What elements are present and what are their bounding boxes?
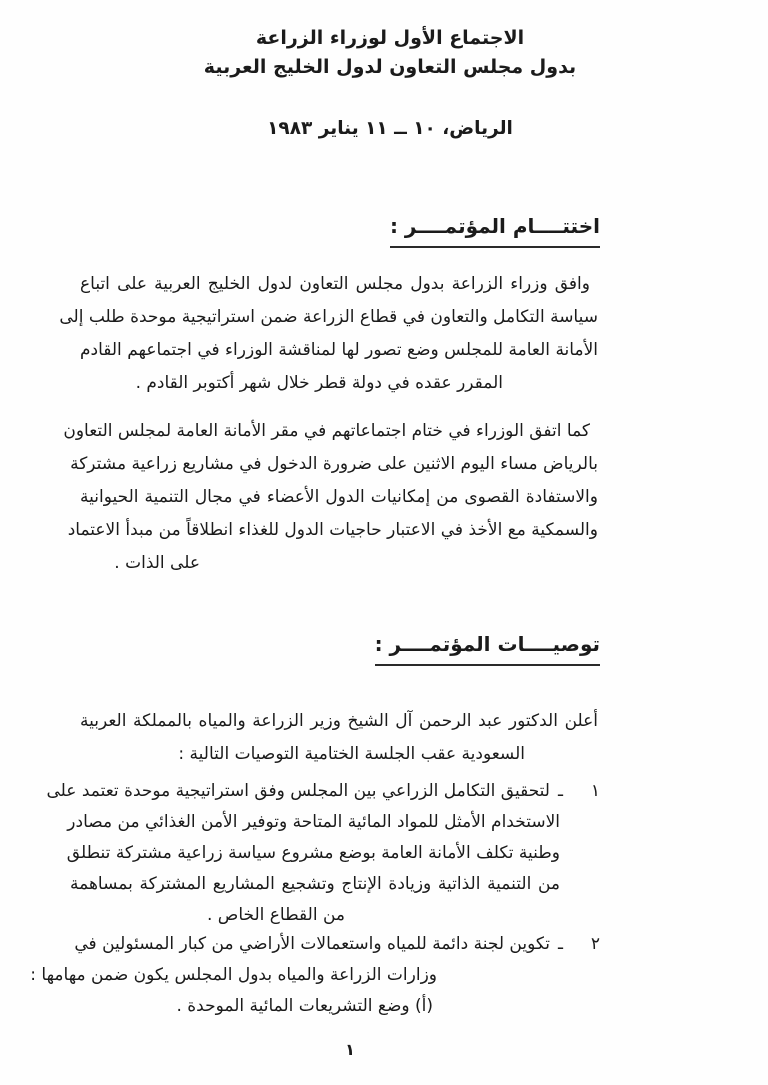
list-number-glyph: ٢ <box>590 934 600 954</box>
list-item-first-line <box>46 776 600 807</box>
text-line: من التنمية الذاتية وزيادة الإنتاج وتشجيع المشاريع المشتركة بمساهمة <box>70 874 560 894</box>
recommendation-item-2 <box>30 929 600 1022</box>
text-line: وزارات الزراعة والمياه بدول المجلس يكون ضمن مهامها : <box>30 965 437 985</box>
paragraph-recommendations-intro <box>80 705 598 771</box>
text-line: والاستفادة القصوى من إمكانيات الدول الأعضاء في مجال التنمية الحيوانية <box>80 487 598 507</box>
text-line: وطنية تكلف الأمانة العامة بوضع مشروع سياسة زراعية مشتركة تنطلق <box>66 843 560 863</box>
text-line: السعودية عقب الجلسة الختامية التوصيات التالية : <box>178 744 525 764</box>
page-number: ١ <box>345 1040 355 1059</box>
list-dash-glyph: ـ <box>558 781 563 801</box>
text-line: لتحقيق التكامل الزراعي بين المجلس وفق استراتيجية موحدة تعتمد على <box>46 781 550 801</box>
text-line: من القطاع الخاص . <box>206 905 345 925</box>
text-line: كما اتفق الوزراء في ختام اجتماعاتهم في مقر الأمانة العامة لمجلس التعاون <box>63 421 590 441</box>
section-heading-text: اختتــــام المؤتمــــر : <box>390 212 600 248</box>
list-dash-glyph: ـ <box>558 934 563 954</box>
list-item-number <box>550 776 600 807</box>
title-line-2: بدول مجلس التعاون لدول الخليج العربية <box>203 56 577 78</box>
text-line: (أ) وضع التشريعات المائية الموحدة . <box>176 996 433 1016</box>
recommendation-item-1 <box>46 776 600 931</box>
text-line: أعلن الدكتور عبد الرحمن آل الشيخ وزير الزراعة والمياه بالمملكة العربية <box>80 711 598 731</box>
text-line: الأمانة العامة للمجلس وضع تصور لها لمناقشة الوزراء في اجتماعهم القادم <box>80 340 598 360</box>
section-heading-text: توصيــــات المؤتمــــر : <box>375 630 600 666</box>
text-line: سياسة التكامل والتعاون في قطاع الزراعة ضمن استراتيجية موحدة طلب إلى <box>59 307 598 327</box>
paragraph-closing-2 <box>63 415 598 580</box>
text-line: تكوين لجنة دائمة للمياه واستعمالات الأراضي من كبار المسئولين في <box>74 934 550 954</box>
text-line: على الذات . <box>114 553 200 573</box>
list-item-first-line <box>70 929 600 960</box>
text-line: الاستخدام الأمثل للمواد المائية المتاحة وتوفير الأمن الغذائي من مصادر <box>67 812 560 832</box>
text-line: والسمكية مع الأخذ في الاعتبار حاجيات الدول للغذاء انطلاقاً من مبدأ الاعتماد <box>67 520 598 540</box>
section-heading-conference-recommendations <box>375 630 600 666</box>
text-line: وافق وزراء الزراعة بدول مجلس التعاون لدول الخليج العربية على اتباع <box>80 274 590 294</box>
title-line-1: الاجتماع الأول لوزراء الزراعة <box>255 27 525 49</box>
list-item-number <box>550 929 600 960</box>
document-date-line: الرياض، ١٠ ــ ١١ يناير ١٩٨٣ <box>267 118 513 139</box>
list-number-glyph: ١ <box>590 781 600 801</box>
paragraph-closing-1 <box>59 268 598 400</box>
document-title <box>84 24 696 82</box>
text-line: بالرياض مساء اليوم الاثنين على ضرورة الدخول في مشاريع زراعية مشتركة <box>70 454 598 474</box>
section-heading-conference-closing <box>390 212 600 248</box>
text-line: المقرر عقده في دولة قطر خلال شهر أكتوبر القادم . <box>135 373 503 393</box>
